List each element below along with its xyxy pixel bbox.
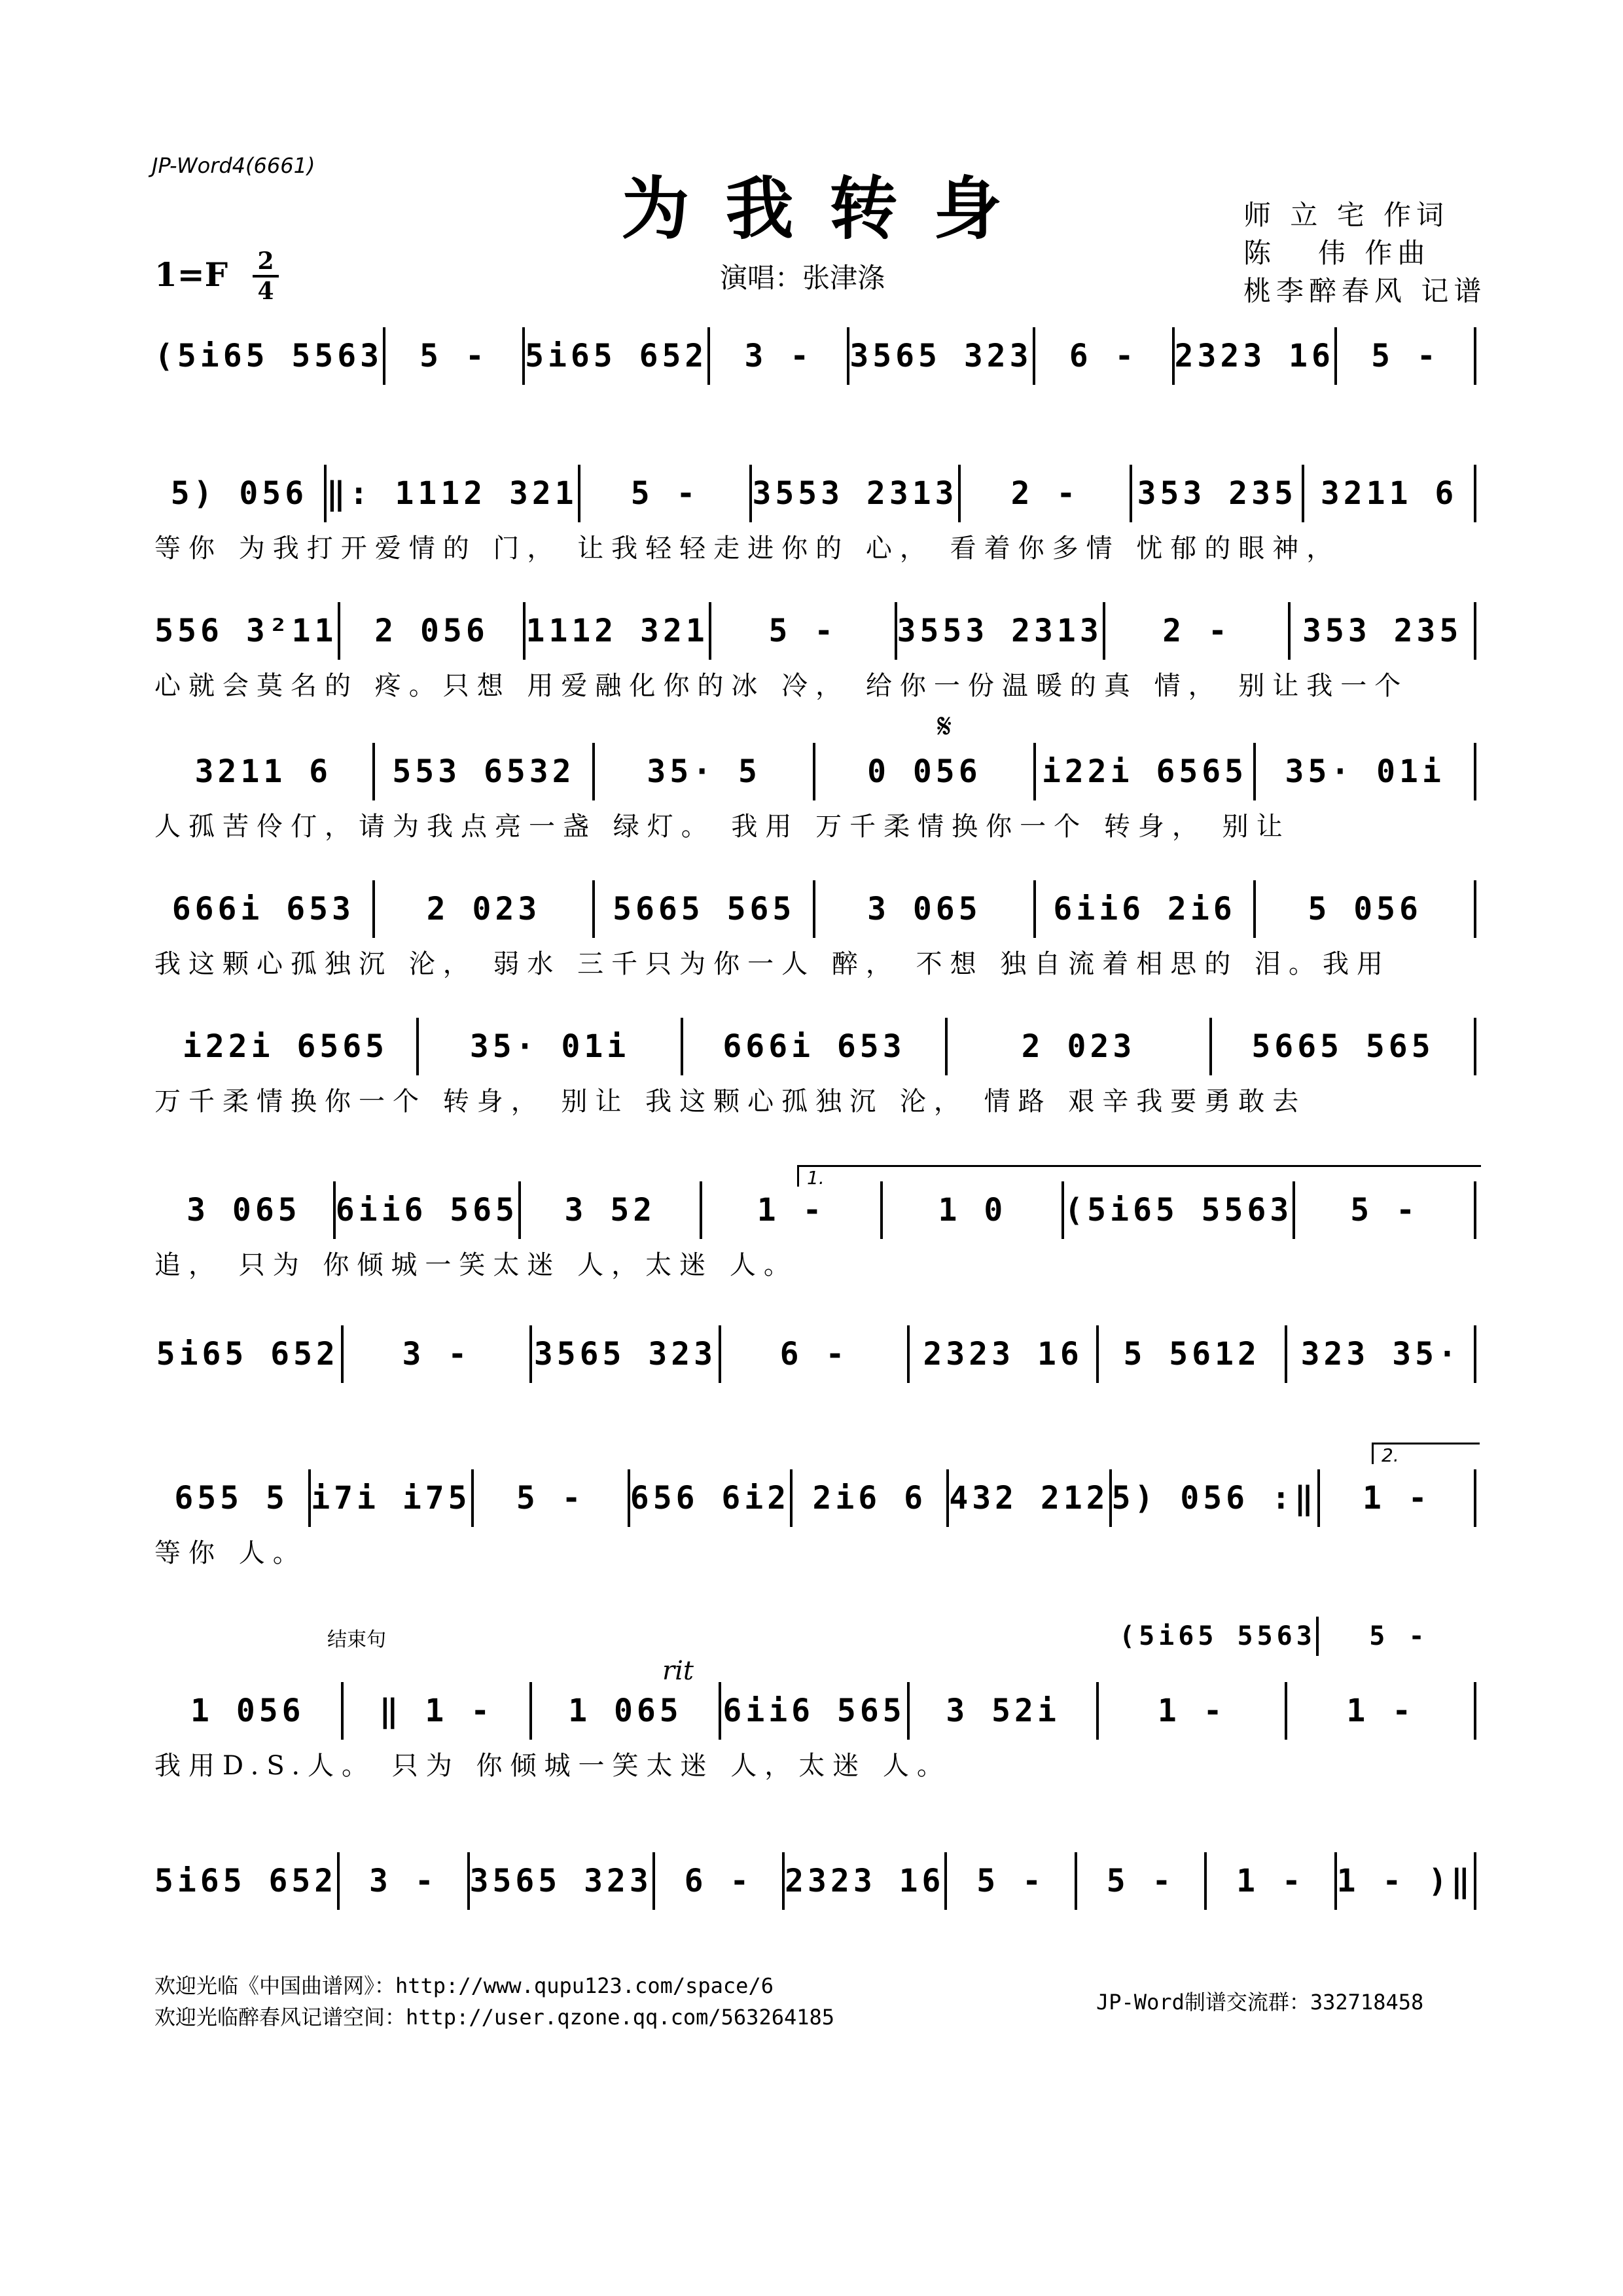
measure: 5 - (1337, 327, 1476, 385)
song-title: 为我转身 (621, 168, 1038, 249)
measure: 6ii6 565 (721, 1682, 910, 1740)
score-row (154, 880, 1476, 978)
measure: ‖ 1 - (344, 1682, 533, 1740)
measures (154, 1682, 1476, 1740)
measure: 5) 056 (154, 465, 327, 522)
measures (154, 880, 1476, 938)
measure: 5 5612 (1099, 1325, 1288, 1383)
ending-label: 结束句 (327, 1628, 386, 1651)
score-row (154, 1325, 1476, 1424)
measure: 6ii6 565 (336, 1181, 521, 1239)
measure: 5 - (474, 1469, 630, 1527)
measure: 2i6 6 (793, 1469, 949, 1527)
measure: 2323 16 (1175, 327, 1337, 385)
measure: 5) 056 :‖ (1112, 1469, 1320, 1527)
measure: 0 056 (815, 743, 1036, 800)
measure: 2 - (961, 465, 1133, 522)
composer-credit: 陈 伟 作曲 (1243, 237, 1431, 269)
footer-link-1: 欢迎光临《中国曲谱网》：http://www.qupu123.com/space/6 (154, 1973, 774, 1998)
measure: 5 - (947, 1852, 1077, 1910)
measure: 655 5 (154, 1469, 311, 1527)
score-row (154, 602, 1476, 700)
intro-repeat-row (1119, 1617, 1479, 1676)
footer-links (154, 1970, 834, 2033)
score-row (154, 1469, 1476, 1568)
measures (154, 743, 1476, 800)
measure: 666i 653 (154, 880, 375, 938)
measure: 3553 2313 (897, 602, 1105, 660)
measure: 5 - (711, 602, 897, 660)
volta-2: 2. (1372, 1443, 1480, 1464)
score-row (154, 743, 1476, 841)
measure: 1 - (1099, 1682, 1288, 1740)
measure: 5 - (1369, 1621, 1429, 1651)
measures (154, 1018, 1476, 1075)
measure: 5665 565 (595, 880, 815, 938)
measure: 556 3²11 (154, 602, 340, 660)
measure: 35· 5 (595, 743, 815, 800)
lyricist-credit: 师 立 宅 作词 (1243, 199, 1450, 231)
measure: i22i 6565 (1036, 743, 1257, 800)
measure: 6 - (1035, 327, 1175, 385)
transcriber-credit: 桃李醉春风 记谱 (1243, 275, 1487, 307)
measure: 5i65 652 (154, 1325, 344, 1383)
measure: 5665 565 (1212, 1018, 1476, 1075)
measure: 2323 16 (785, 1852, 947, 1910)
key-signature: 1=F (154, 255, 228, 294)
footer-group: JP-Word制谱交流群：332718458 (1096, 1990, 1424, 2015)
measure: i22i 6565 (154, 1018, 419, 1075)
software-label: JP-Word4(6661) (152, 153, 315, 178)
measure: 3 - (710, 327, 849, 385)
measures (154, 1181, 1476, 1239)
measure: 432 212 (949, 1469, 1111, 1527)
measure: 2 023 (948, 1018, 1212, 1075)
score-row (154, 1181, 1476, 1280)
time-top: 2 (257, 247, 274, 275)
measure: 5 - (580, 465, 753, 522)
score-row (154, 1682, 1476, 1780)
measure: 353 235 (1291, 602, 1476, 660)
measure: 1 056 (154, 1682, 344, 1740)
segno-mark: 𝄋 (937, 707, 952, 746)
footer-link-2: 欢迎光临醉春风记谱空间：http://user.qzone.qq.com/563264185 (154, 2005, 835, 2030)
measure: 1 - )‖ (1337, 1852, 1476, 1910)
singer: 演唱：张津涤 (720, 262, 885, 294)
credits (1243, 196, 1486, 310)
measure: 553 6532 (375, 743, 596, 800)
score-row (154, 465, 1476, 563)
measure: (5i65 5563 (1119, 1617, 1319, 1656)
measure: 3 - (344, 1325, 533, 1383)
measure: 656 6i2 (630, 1469, 793, 1527)
measure: 1 - (1287, 1682, 1476, 1740)
measure: 35· 01i (419, 1018, 683, 1075)
measure: 2 - (1105, 602, 1291, 660)
lyrics-line: 我用D.S.人。 只为 你倾城一笑太迷 人，太迷 人。 (154, 1751, 951, 1781)
measure: 1 - (702, 1181, 883, 1239)
measure: 6ii6 2i6 (1036, 880, 1257, 938)
measure: 3211 6 (1304, 465, 1476, 522)
measure: 35· 01i (1256, 743, 1476, 800)
lyrics-line: 追， 只为 你倾城一笑太迷 人，太迷 人。 (154, 1250, 798, 1280)
volta-1: 1. (797, 1165, 1481, 1187)
lyrics-line: 等你 为我打开爱情的 门， 让我轻轻走进你的 心， 看着你多情 忧郁的眼神， (154, 533, 1341, 564)
measure: 2 056 (340, 602, 526, 660)
measure: (5i65 5563 (1064, 1181, 1295, 1239)
lyrics-line: 万千柔情换你一个 转身， 别让 我这颗心孤独沉 沦， 情路 艰辛我要勇敢去 (154, 1086, 1307, 1117)
measures (154, 327, 1476, 385)
measure: ‖: 1112 321 (327, 465, 580, 522)
measure: 666i 653 (683, 1018, 948, 1075)
time-bottom: 4 (257, 278, 274, 305)
measure: 1 065 (532, 1682, 721, 1740)
measure: 3565 323 (849, 327, 1035, 385)
lyrics-line: 人孤苦伶仃，请为我点亮一盏 绿灯。 我用 万千柔情换你一个 转身， 别让 (154, 812, 1291, 842)
measure: 2323 16 (910, 1325, 1099, 1383)
measure: 5 - (1295, 1181, 1476, 1239)
score-row (154, 327, 1476, 425)
measure: 3 065 (154, 1181, 336, 1239)
measure: (5i65 5563 (154, 327, 385, 385)
measure: 3565 323 (470, 1852, 655, 1910)
lyrics-line: 我这颗心孤独沉 沦， 弱水 三千只为你一人 醉， 不想 独自流着相思的 泪。我用 (154, 949, 1391, 979)
lyrics-line: 等你 人。 (154, 1538, 307, 1568)
lyrics-line: 心就会莫名的 疼。只想 用爱融化你的冰 冷， 给你一份温暖的真 情， 别让我一个 (154, 671, 1409, 701)
measure: 5 - (385, 327, 525, 385)
measure: 2 023 (375, 880, 596, 938)
measure: 3553 2313 (752, 465, 960, 522)
measure: 3 52 (521, 1181, 702, 1239)
measures (154, 1852, 1476, 1910)
measures (154, 1469, 1476, 1527)
measure: 353 235 (1132, 465, 1304, 522)
measure: 3565 323 (532, 1325, 721, 1383)
measure: 6 - (721, 1325, 910, 1383)
measure: 5 056 (1256, 880, 1476, 938)
measure: 5i65 652 (525, 327, 710, 385)
score-row (154, 1852, 1476, 1950)
measure: i7i i75 (311, 1469, 473, 1527)
rit-mark: rit (662, 1656, 694, 1686)
measure: 323 35· (1287, 1325, 1476, 1383)
measure: 3 52i (910, 1682, 1099, 1740)
measure: 1 - (1207, 1852, 1336, 1910)
measure: 6 - (655, 1852, 785, 1910)
score-row (154, 1018, 1476, 1116)
measure: 3 065 (815, 880, 1036, 938)
measure: 1112 321 (526, 602, 711, 660)
measures (154, 1325, 1476, 1383)
measures (154, 602, 1476, 660)
measure: 5i65 652 (154, 1852, 340, 1910)
measure: 1 0 (883, 1181, 1064, 1239)
measure: 5 - (1077, 1852, 1207, 1910)
measures (154, 465, 1476, 522)
measure: 3 - (340, 1852, 469, 1910)
measure: 3211 6 (154, 743, 375, 800)
time-signature (253, 249, 279, 304)
measure: 1 - (1320, 1469, 1476, 1527)
